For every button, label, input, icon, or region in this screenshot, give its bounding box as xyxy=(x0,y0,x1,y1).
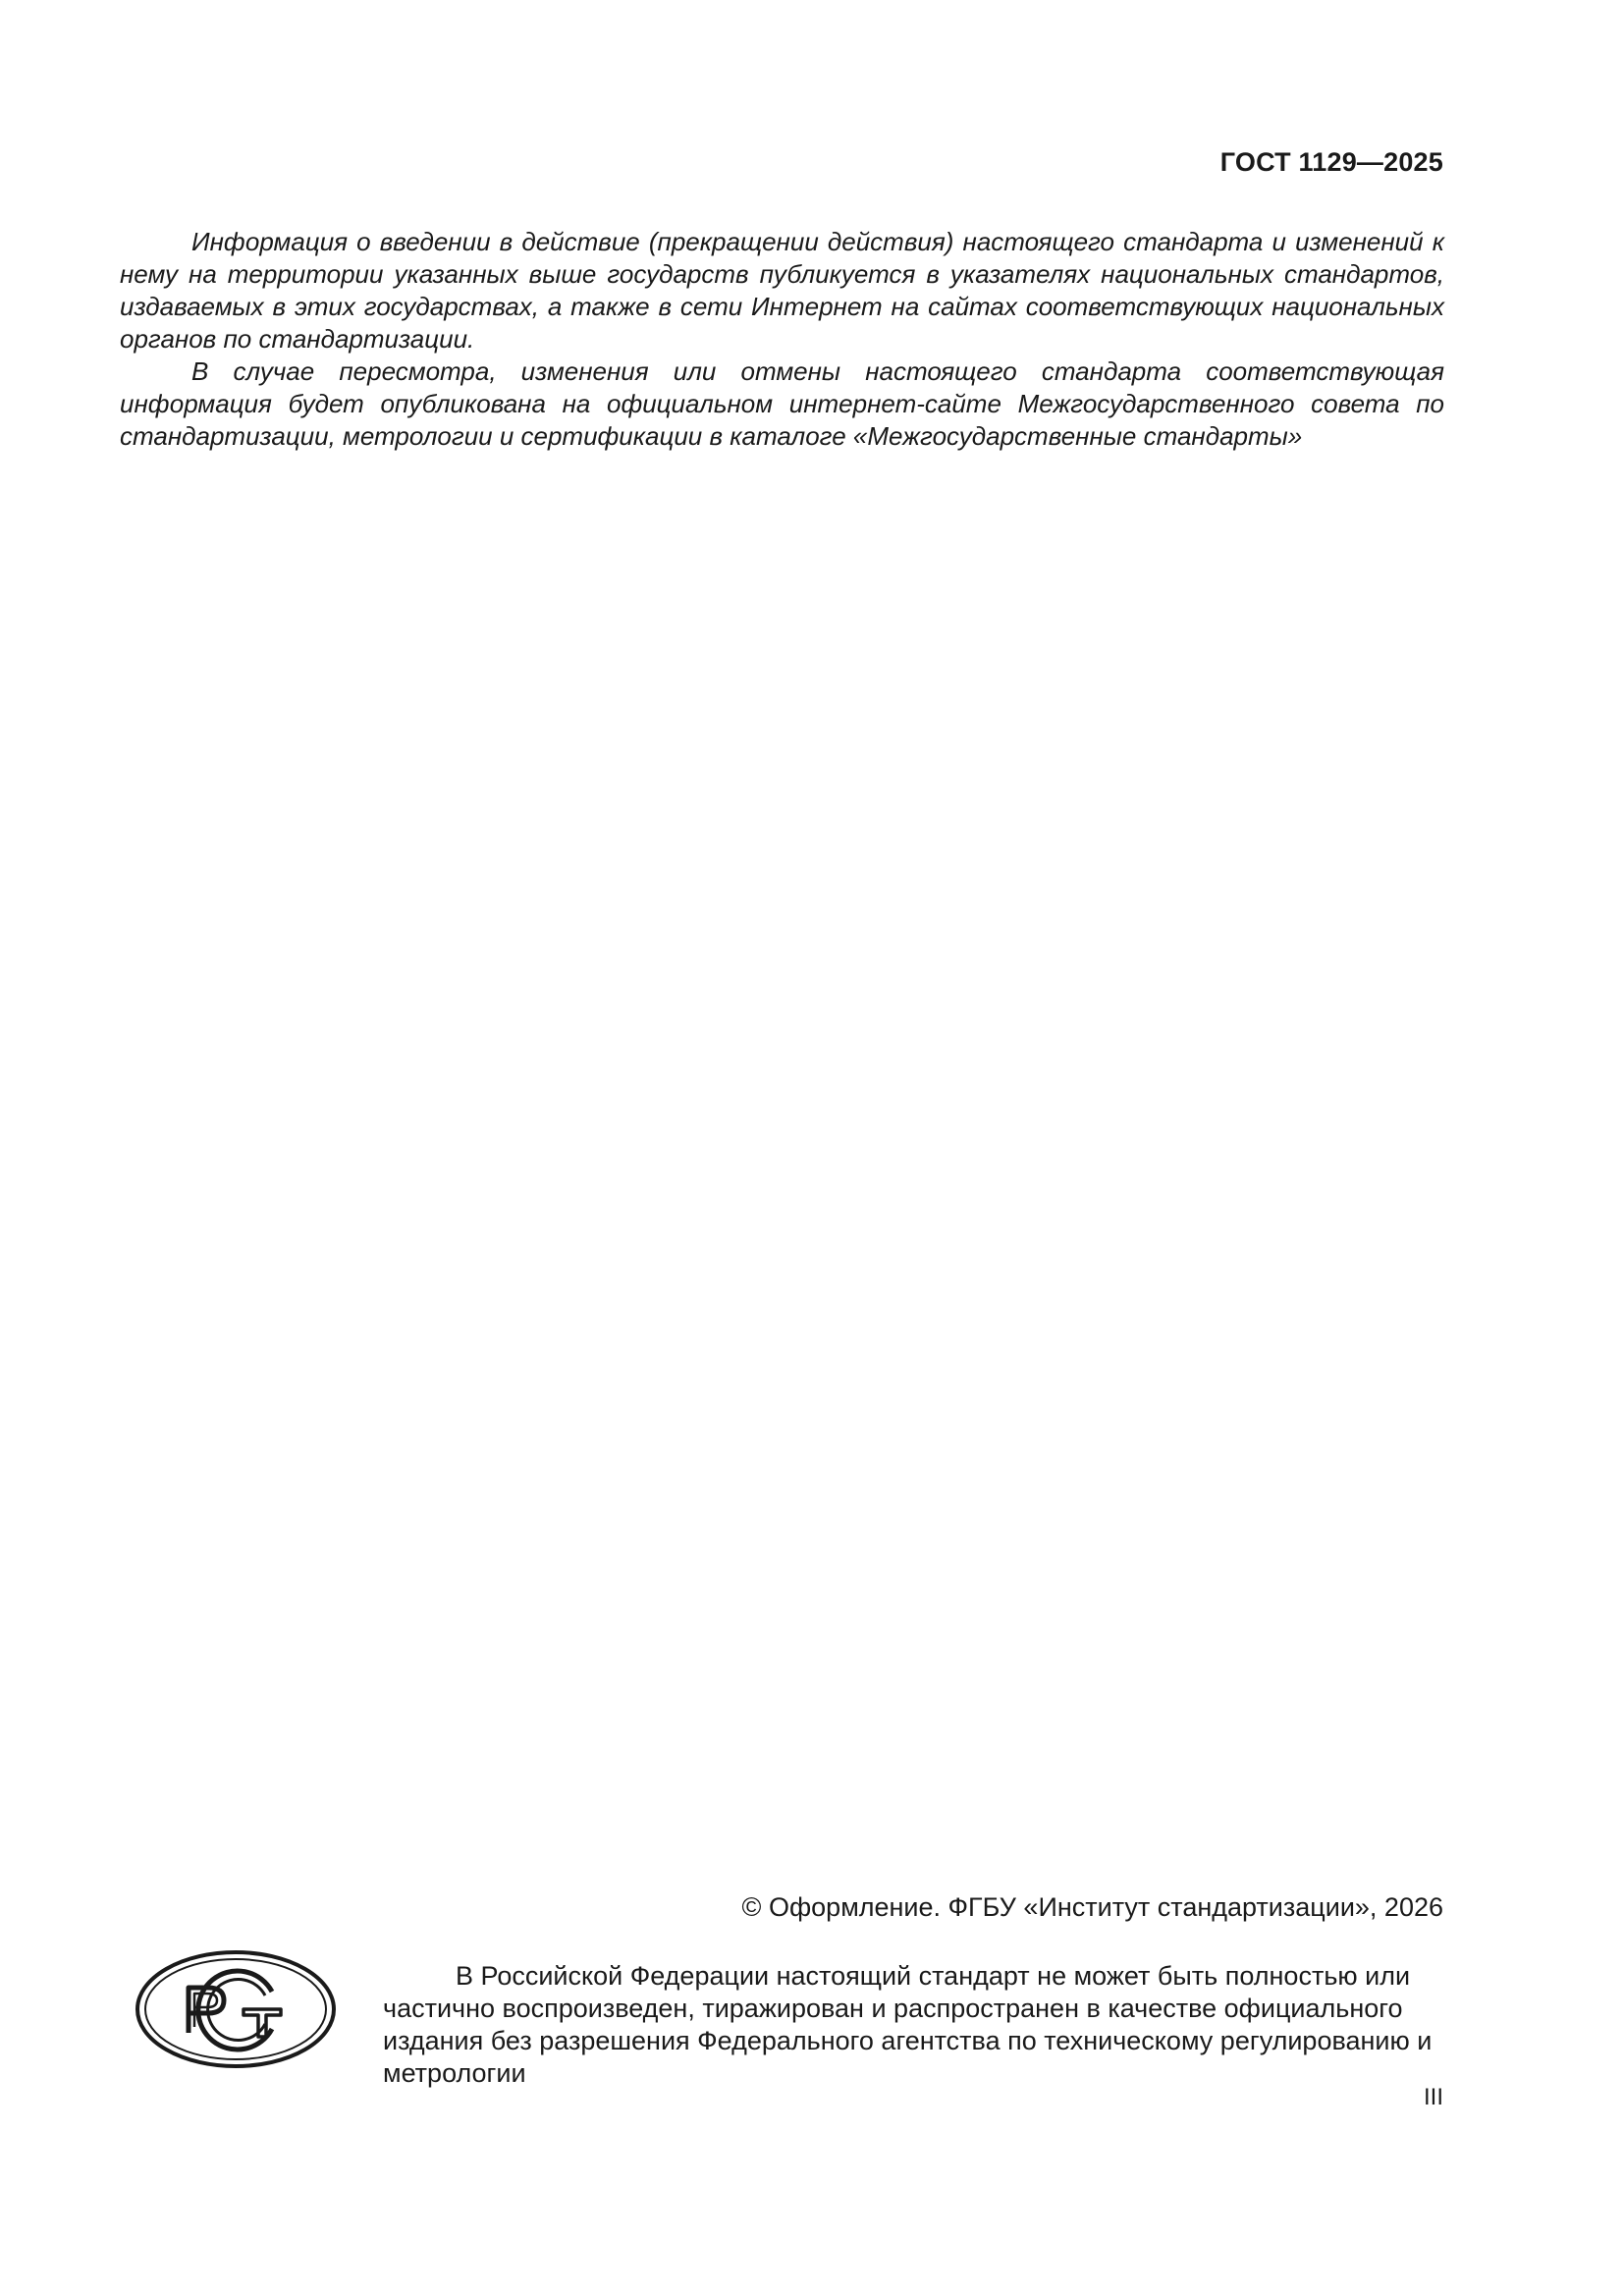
paragraph-revision-info: В случае пересмотра, изменения или отмены настоящего стандарта соответствующая информация будет опубликована на официальном интернет-сайте Межгосударственного совета по стандартизации, метрологии и сертификации в каталоге «Межгосударственные стандарты» xyxy=(120,356,1444,451)
document-number: ГОСТ 1129—2025 xyxy=(1219,147,1443,177)
paragraph-implementation-info: Информация о введении в действие (прекращении действия) настоящего стандарта и изменений к нему на территории указанных выше государств публикуется в указателях национальных стандартов, издаваемых в этих государствах, а также в сети Интернет на сайтах соответствующих национальных органов по стандартизации. xyxy=(120,227,1444,354)
copyright-line: © Оформление. ФГБУ «Институт стандартизации», 2026 xyxy=(741,1892,1443,1922)
rst-certification-mark-icon xyxy=(134,1948,338,2070)
page-number: III xyxy=(1423,2084,1443,2110)
main-text xyxy=(120,226,1444,453)
reproduction-notice: В Российской Федерации настоящий стандарт не может быть полностью или частично воспроизведен, тиражирован и распространен в качестве официального издания без разрешения Федерального агентства по техническому регулированию и метрологии xyxy=(383,1961,1433,2088)
